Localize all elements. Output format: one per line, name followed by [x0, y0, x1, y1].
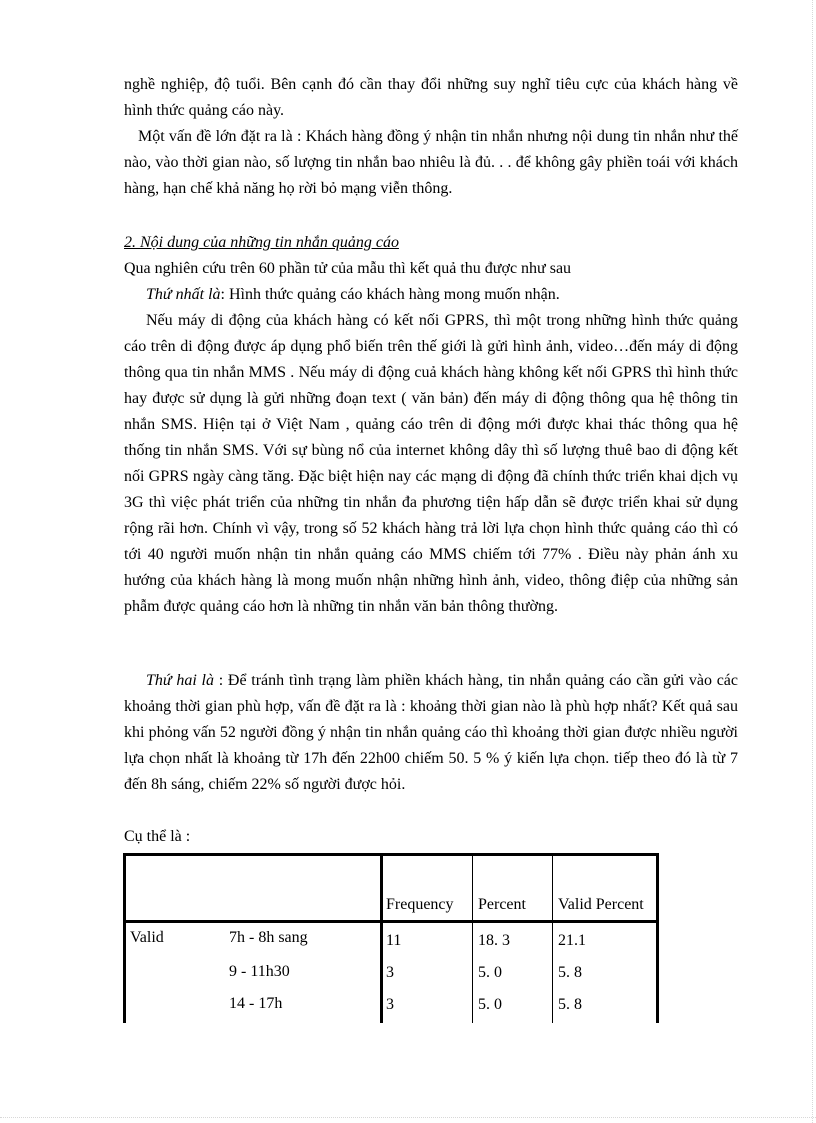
row-valid-percent: 5. 8 [558, 964, 582, 981]
frequency-table [123, 853, 659, 1023]
page-edge-right [812, 0, 813, 1123]
row-frequency: 3 [386, 964, 394, 981]
second-point-label: Thứ hai là [146, 672, 214, 689]
intro-line: Qua nghiên cứu trên 60 phần tử của mẫu thì kết quả thu được như sau [124, 260, 572, 277]
header-frequency: Frequency [386, 896, 454, 913]
table-divider-2 [552, 856, 553, 1023]
table-divider-main [380, 856, 383, 1023]
header-valid-percent: Valid Percent [558, 896, 644, 913]
page-edge-bottom [0, 1117, 816, 1118]
first-point-label: Thứ nhất là [146, 286, 221, 303]
row-percent: 18. 3 [478, 932, 510, 949]
row-percent: 5. 0 [478, 996, 502, 1013]
paragraph-3: Nếu máy di động của khách hàng có kết nối GPRS, thì một trong những hình thức quảng cáo trên di động được áp dụng phổ biến trên thế giới là gửi hình ảnh, video…đến máy di động thông qua tin nhắn MMS . Nếu máy di động cuả khách hàng không kết nối GPRS thì hình thức hay được sử dụng là gửi những đoạn text ( văn bản) đến máy di động thông qua hệ thông tin nhắn SMS. Hiện tại ở Việt Nam , quảng cáo trên di động mới được khai thác thông qua hệ thống tin nhắn SMS. Với sự bùng nổ của internet không dây thì số lượng thuê bao di động kết nối GPRS ngày càng tăng. Đặc biệt hiện nay các mạng di động đã chính thức triển khai dịch vụ 3G thì việc phát triển của những tin nhắn đa phương tiện hấp dẫn sẽ được triển khai sử dụng rộng rãi hơn. Chính vì vậy, trong số 52 khách hàng trả lời lựa chọn hình thức quảng cáo thì có tới 40 người muốn nhận tin nhắn quảng cáo MMS chiếm tới 77% . Điều này phản ánh xu hướng của khách hàng là mong muốn nhận những hình ảnh, video, thông điệp của những sản phẫm được quảng cáo hơn là những tin nhắn văn bản thông thường. [124, 312, 738, 615]
second-point-text: : Để tránh tình trạng làm phiền khách hàng, tin nhắn quảng cáo cần gửi vào các khoảng thời gian phù hợp, vấn đề đặt ra là : khoảng thời gian nào là phù hợp nhất? Kết quả sau khi phỏng vấn 52 người đồng ý nhận tin nhắn quảng cáo thì khoảng thời gian được nhiều người lựa chọn nhất là khoảng từ 17h đến 22h00 chiếm 50. 5 % ý kiến lựa chọn. tiếp theo đó là từ 7 đến 8h sáng, chiếm 22% số người được hỏi. [124, 672, 739, 793]
paragraph-1: nghề nghiệp, độ tuổi. Bên cạnh đó cần thay đổi những suy nghĩ tiêu cực của khách hàng về hình thức quảng cáo này. [124, 76, 738, 119]
first-point-text: : Hình thức quảng cáo khách hàng mong muốn nhận. [220, 286, 560, 303]
row-frequency: 11 [386, 932, 402, 949]
table-header-rule [126, 920, 656, 923]
row-label: 14 - 17h [229, 995, 283, 1012]
header-percent: Percent [478, 896, 526, 913]
table-intro: Cụ thể là : [124, 828, 191, 845]
section-heading: 2. Nội dung của những tin nhắn quảng cáo [124, 234, 399, 251]
row-valid-percent: 5. 8 [558, 996, 582, 1013]
paragraph-4 [124, 668, 738, 798]
row-label: 7h - 8h sang [229, 929, 308, 946]
row-frequency: 3 [386, 996, 394, 1013]
row-valid-percent: 21.1 [558, 932, 586, 949]
paragraph-2: Một vấn đề lớn đặt ra là : Khách hàng đồng ý nhận tin nhắn nhưng nội dung tin nhắn như thế nào, vào thời gian nào, số lượng tin nhắn bao nhiêu là đủ. . . để không gây phiền toái với khách hàng, hạn chế khả năng họ rời bỏ mạng viễn thông. [124, 128, 738, 197]
first-point-line [146, 282, 560, 308]
row-percent: 5. 0 [478, 964, 502, 981]
group-label: Valid [130, 929, 164, 946]
table-divider-1 [472, 856, 473, 1023]
row-label: 9 - 11h30 [229, 963, 290, 980]
